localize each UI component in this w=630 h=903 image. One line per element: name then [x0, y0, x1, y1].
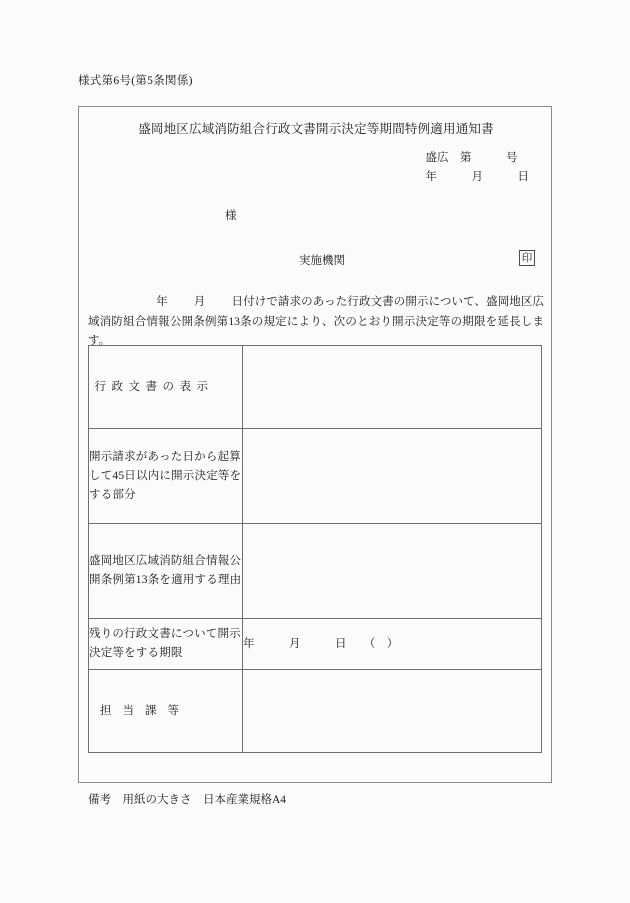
addressee-suffix: 様 [225, 210, 237, 222]
document-date-line: 年 月 日 [425, 171, 529, 183]
footer-note: 備考 用紙の大きさ 日本産業規格A4 [88, 794, 287, 806]
page-frame [78, 106, 552, 783]
table-row [89, 346, 542, 429]
body-paragraph [88, 293, 544, 352]
authority-row [79, 252, 553, 274]
table-row [89, 619, 542, 670]
authority-label: 実施機関 [299, 255, 345, 267]
table-row [89, 429, 542, 524]
row-value-document-description[interactable] [243, 346, 542, 429]
row-label-remaining-deadline: 残りの行政文書について開示決定等をする期限 [89, 619, 243, 670]
body-date-year: 年 [156, 296, 168, 308]
body-date-month: 月 [193, 296, 206, 308]
table-row [89, 670, 542, 753]
document-number-line: 盛広 第 号 [425, 152, 518, 164]
page-title: 盛岡地区広域消防組合行政文書開示決定等期間特例適用通知書 [138, 122, 494, 136]
table-row [89, 524, 542, 619]
row-label-document-description: 行政文書の表示 [89, 346, 243, 429]
row-value-remaining-deadline[interactable]: 年 月 日 （ ） [243, 619, 542, 670]
row-value-responsible-section[interactable] [243, 670, 542, 753]
row-label-45day-portion: 開示請求があった日から起算して45日以内に開示決定等をする部分 [89, 429, 243, 524]
form-table [88, 345, 542, 753]
row-value-article13-reason[interactable] [243, 524, 542, 619]
document-number-block [426, 149, 530, 187]
row-label-article13-reason: 盛岡地区広域消防組合情報公開条例第13条を適用する理由 [89, 524, 243, 619]
row-value-45day-portion[interactable] [243, 429, 542, 524]
seal-stamp-icon: 印 [519, 250, 535, 266]
body-text: 日付けで請求のあった行政文書の開示について、盛岡地区広域消防組合情報公開条例第13条の規定により、次のとおり開示決定等の期限を延長します。 [88, 296, 545, 347]
row-label-responsible-section: 担当課等 [89, 670, 243, 753]
form-number: 様式第6号(第5条関係) [78, 75, 193, 87]
